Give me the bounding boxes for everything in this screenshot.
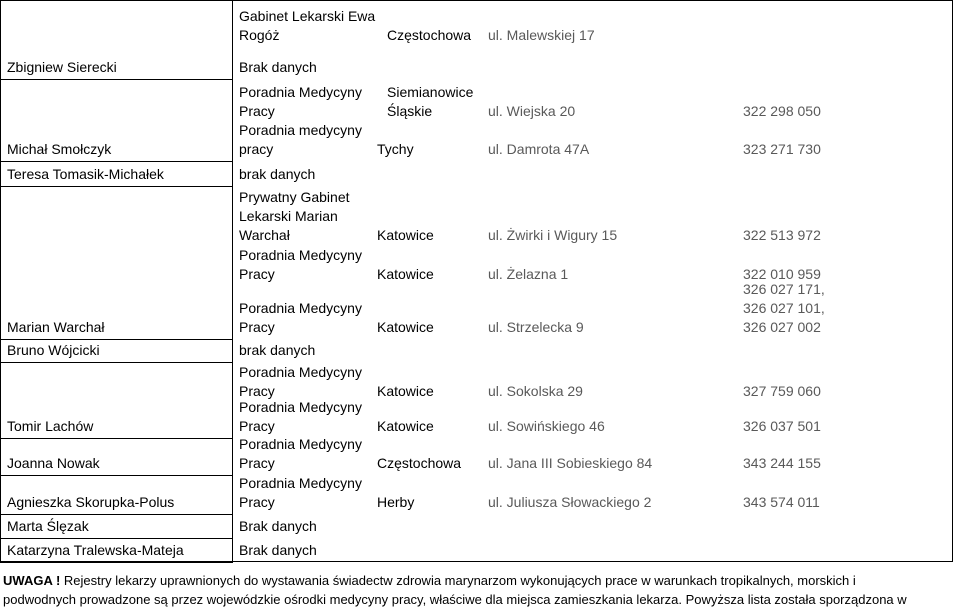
clinic-name-line: Poradnia Medycyny [239,364,362,380]
doctor-name: Agnieszka Skorupka-Polus [7,494,175,510]
clinic-name-line: Brak danych [239,542,317,558]
city-line: Katowice [377,383,434,399]
clinic-name-line: pracy [239,141,274,157]
phone-number: 322 513 972 [743,227,821,243]
note-line-1 [3,571,856,590]
row-border-10 [0,438,233,439]
clinic-name-line: Pracy [239,103,275,119]
row-border-7 [0,339,233,340]
doctor-name: Bruno Wójcicki [7,342,100,358]
clinic-name-line: Lekarski Marian [239,208,338,224]
phone-number: 326 037 501 [743,418,821,434]
table-border-top [232,0,953,1]
phone-number: 322 010 959 [743,266,821,282]
city-line: Śląskie [387,103,433,119]
clinic-name-line: Warchał [239,227,290,243]
street-address: ul. Wiejska 20 [488,103,576,119]
city-line: Katowice [377,227,434,243]
phone-number: 326 027 101, [743,300,825,316]
street-address: ul. Juliusza Słowackiego 2 [488,494,652,510]
street-address: ul. Żelazna 1 [488,266,569,282]
clinic-name-line: Poradnia Medycyny [239,300,362,316]
city-line: Katowice [377,418,434,434]
phone-number: 327 759 060 [743,383,821,399]
street-address: ul. Strzelecka 9 [488,319,584,335]
clinic-name-line: Pracy [239,494,275,510]
table-border-right [952,0,953,562]
city-line: Częstochowa [387,27,472,43]
note-text-2: podwodnych prowadzone są przez wojewódzkie ośrodki medycyny pracy, właściwe dla miejsca zamieszkania lekarza. Powyższa lista została sporządzona w [3,592,907,607]
doctor-name: Michał Smołczyk [7,141,112,157]
city-line: Herby [377,494,415,510]
phone-number: 323 271 730 [743,141,821,157]
doctor-name: Marta Ślęzak [7,518,89,534]
street-address: ul. Sowińskiego 46 [488,418,605,434]
city-line: Katowice [377,319,434,335]
note-warning-label: UWAGA ! [3,573,61,588]
phone-number: 326 027 171, [743,281,825,297]
doctor-name: Zbigniew Sierecki [7,59,117,75]
clinic-name-line: Brak danych [239,59,317,75]
street-address: ul. Żwirki i Wigury 15 [488,227,618,243]
clinic-name-line: brak danych [239,166,316,182]
row-border-1 [0,79,233,80]
phone-number: 343 244 155 [743,455,821,471]
clinic-name-line: Pracy [239,319,275,335]
row-border-11 [0,475,233,476]
clinic-name-line: Prywatny Gabinet [239,189,350,205]
row-border-12 [0,514,233,515]
clinic-name-line: Pracy [239,418,275,434]
table-border-left [0,0,1,562]
doctor-name: Tomir Lachów [7,418,94,434]
city-line: Siemianowice [387,84,474,100]
clinic-name-line: Poradnia Medycyny [239,399,362,415]
doctor-name: Katarzyna Tralewska-Mateja [7,542,184,558]
row-border-13 [0,538,233,539]
street-address: ul. Malewskiej 17 [488,27,595,43]
city-line: Częstochowa [377,455,462,471]
clinic-name-line: Pracy [239,455,275,471]
clinic-name-line: Poradnia Medycyny [239,436,362,452]
table-border-bottom [0,561,953,562]
clinic-name-line: brak danych [239,342,316,358]
row-border-8 [0,362,233,363]
clinic-name-line: Pracy [239,383,275,399]
clinic-name-line: Poradnia medycyny [239,122,362,138]
row-border-3 [0,161,233,162]
clinic-name-line: Rogóż [239,27,280,43]
doctor-name: Marian Warchał [7,319,105,335]
phone-number: 326 027 002 [743,319,821,335]
doctor-name: Joanna Nowak [7,455,100,471]
city-line: Tychy [377,141,414,157]
table-column-separator [232,0,233,562]
street-address: ul. Damrota 47A [488,141,590,157]
phone-number: 343 574 011 [743,494,820,510]
clinic-name-line: Poradnia Medycyny [239,247,362,263]
clinic-name-line: Brak danych [239,518,317,534]
table-border-top-name [0,0,233,1]
clinic-name-line: Gabinet Lekarski Ewa [239,8,376,24]
street-address: ul. Sokolska 29 [488,383,583,399]
clinic-name-line: Poradnia Medycyny [239,475,362,491]
note-line-2 [3,590,907,609]
phone-number: 322 298 050 [743,103,821,119]
street-address: ul. Jana III Sobieskiego 84 [488,455,653,471]
doctor-name: Teresa Tomasik-Michałek [7,166,164,182]
row-border-4 [0,186,233,187]
clinic-name-line: Poradnia Medycyny [239,84,362,100]
city-line: Katowice [377,266,434,282]
clinic-name-line: Pracy [239,266,275,282]
row-border-14 [0,562,233,563]
note-text-1: Rejestry lekarzy uprawnionych do wystawania świadectw zdrowia marynarzom wykonujących prace w warunkach tropikalnych, morskich i [60,573,856,588]
